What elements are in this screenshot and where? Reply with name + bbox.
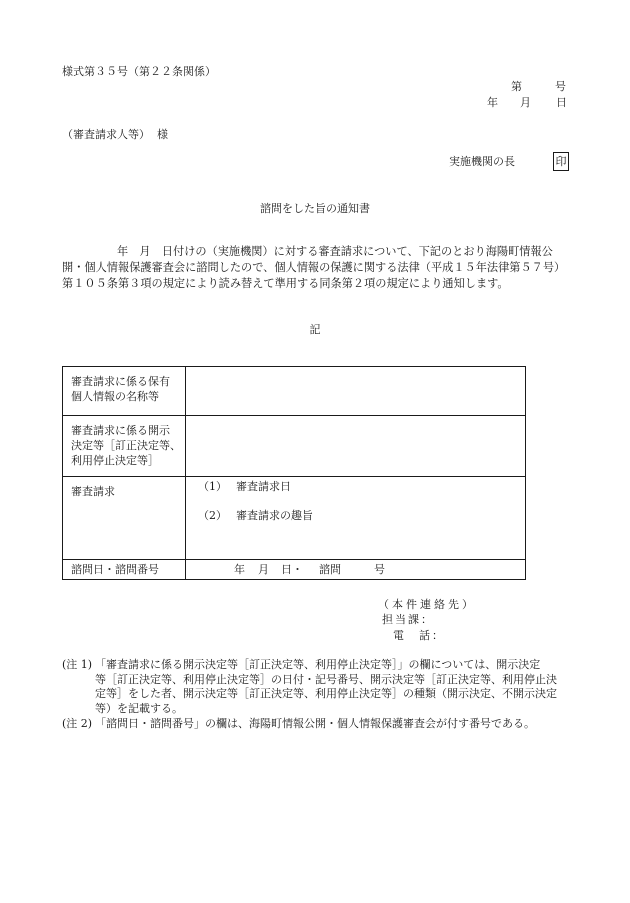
table-label-cell xyxy=(63,416,186,477)
note-1-label: (注 1) xyxy=(62,658,93,671)
table-label-cell xyxy=(63,367,186,416)
retained-info-name-field[interactable] xyxy=(186,367,526,416)
inquiry-month-label: 月 xyxy=(258,563,269,576)
sub-item-request-date xyxy=(186,479,525,494)
sub-item-request-purpose xyxy=(186,508,525,523)
contact-department: 担当課： xyxy=(382,613,434,626)
inquiry-date-number xyxy=(186,562,525,579)
contact-heading: （本件連絡先） xyxy=(378,598,476,611)
label-line: 審査請求 xyxy=(71,485,115,498)
sub-item-number: （2） xyxy=(198,509,227,522)
document-date-row xyxy=(0,95,630,110)
inquiry-label: 諮問 xyxy=(319,563,341,576)
note-1-text: 定等］をした者、開示決定等［訂正決定等、利用停止決定等］の種類（開示決定、不開示決定 xyxy=(95,687,557,700)
document-number-row xyxy=(0,79,630,94)
addressee-honorific: 様 xyxy=(157,128,168,141)
label-line: 諮問日・諮問番号 xyxy=(71,563,159,576)
seal-box: 印 xyxy=(553,152,569,171)
label-line: 個人情報の名称等 xyxy=(71,390,159,403)
number-suffix: 号 xyxy=(555,80,566,93)
table-row xyxy=(63,416,526,477)
inquiry-number-suffix: 号 xyxy=(374,563,385,576)
review-request-field[interactable] xyxy=(186,477,526,560)
date-day-label: 日 xyxy=(556,96,567,109)
form-number: 様式第３５号（第２２条関係） xyxy=(62,65,216,78)
request-info-table xyxy=(62,366,526,580)
table-row xyxy=(63,477,526,560)
inquiry-date-number-field[interactable] xyxy=(186,560,526,580)
issuer-title: 実施機関の長 xyxy=(449,155,515,168)
note-2-label: (注 2) xyxy=(62,717,93,730)
body-text-line-2: 開・個人情報保護審査会に諮問したので、個人情報の保護に関する法律（平成１５年法律第５７号） xyxy=(62,261,566,274)
date-month-label: 月 xyxy=(520,96,531,109)
inquiry-day-label: 日・ xyxy=(281,563,303,576)
number-prefix: 第 xyxy=(511,80,522,93)
body-text-line-3: 第１０５条第３項の規定により読み替えて準用する同条第２項の規定により通知します。 xyxy=(62,277,509,290)
label-line: 審査請求に係る開示 xyxy=(71,424,170,437)
ki-heading: 記 xyxy=(309,323,321,336)
body-text-line-1: 年 月 日付けの（実施機関）に対する審査請求について、下記のとおり海陽町情報公 xyxy=(117,245,553,258)
note-2-text: 「諮問日・諮問番号」の欄は、海陽町情報公開・個人情報保護審査会が付す番号である。 xyxy=(95,717,535,730)
note-1-text: 等）を記載する。 xyxy=(95,702,183,715)
label-line: 決定等［訂正決定等、 xyxy=(71,439,181,452)
date-year-label: 年 xyxy=(487,96,498,109)
label-line: 利用停止決定等］ xyxy=(71,454,159,467)
table-label-cell xyxy=(63,560,186,580)
contact-phone: 電 話： xyxy=(393,629,445,642)
sub-item-label: 審査請求日 xyxy=(236,480,291,493)
note-1-text: 「審査請求に係る開示決定等［訂正決定等、利用停止決定等］」の欄については、開示決定 xyxy=(95,658,541,671)
note-1-text: 等［訂正決定等、利用停止決定等］の日付・記号番号、開示決定等［訂正決定等、利用停止決 xyxy=(95,673,557,686)
sub-item-number: （1） xyxy=(198,480,227,493)
inquiry-year-label: 年 xyxy=(234,563,245,576)
addressee-name: （審査請求人等） xyxy=(62,128,150,141)
table-row xyxy=(63,560,526,580)
document-title: 諮問をした旨の通知書 xyxy=(260,202,370,215)
sub-item-label: 審査請求の趣旨 xyxy=(236,509,313,522)
disclosure-decision-field[interactable] xyxy=(186,416,526,477)
table-row xyxy=(63,367,526,416)
table-label-cell xyxy=(63,477,186,560)
label-line: 審査請求に係る保有 xyxy=(71,375,170,388)
